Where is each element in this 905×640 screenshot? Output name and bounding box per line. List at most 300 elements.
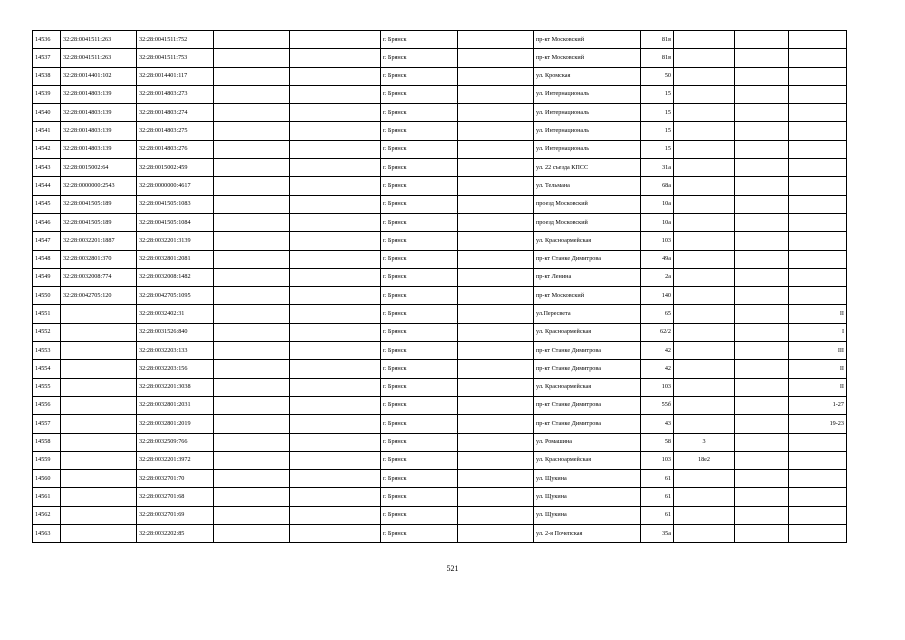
city-cell: г. Брянск: [381, 287, 458, 305]
premises-cell: [789, 213, 847, 231]
table-row: [33, 213, 847, 231]
street-cell: пр-кт Московский: [534, 49, 641, 67]
record-number-cell: 14561: [33, 488, 61, 506]
empty-cell: [735, 488, 789, 506]
table-row: [33, 85, 847, 103]
cadastral-number-cell: 32:28:0014401:117: [137, 67, 214, 85]
street-cell: ул. Кромская: [534, 67, 641, 85]
street-cell: проезд Московский: [534, 213, 641, 231]
empty-cell: [735, 213, 789, 231]
empty-cell: [214, 451, 290, 469]
empty-cell: [458, 195, 534, 213]
table-row: [33, 268, 847, 286]
empty-cell: [214, 415, 290, 433]
record-number-cell: 14539: [33, 85, 61, 103]
table-row: [33, 305, 847, 323]
empty-cell: [214, 396, 290, 414]
parent-cadastral-number-cell: 32:28:0042705:120: [61, 287, 137, 305]
empty-cell: [458, 104, 534, 122]
empty-cell: [290, 396, 381, 414]
parent-cadastral-number-cell: 32:28:0041511:263: [61, 31, 137, 49]
street-cell: пр-кт Станке Димитрова: [534, 360, 641, 378]
empty-cell: [458, 323, 534, 341]
city-cell: г. Брянск: [381, 122, 458, 140]
empty-cell: [458, 488, 534, 506]
parent-cadastral-number-cell: [61, 378, 137, 396]
empty-cell: [458, 140, 534, 158]
parent-cadastral-number-cell: [61, 360, 137, 378]
parent-cadastral-number-cell: 32:28:0014803:139: [61, 85, 137, 103]
city-cell: г. Брянск: [381, 305, 458, 323]
empty-cell: [290, 342, 381, 360]
cadastral-number-cell: 32:28:0015002:459: [137, 159, 214, 177]
cadastral-number-cell: 32:28:0014803:275: [137, 122, 214, 140]
empty-cell: [735, 433, 789, 451]
empty-cell: [214, 360, 290, 378]
premises-cell: I: [789, 323, 847, 341]
cadastral-number-cell: 32:28:0041505:1083: [137, 195, 214, 213]
empty-cell: [735, 104, 789, 122]
premises-cell: [789, 433, 847, 451]
table-row: [33, 415, 847, 433]
city-cell: г. Брянск: [381, 415, 458, 433]
street-cell: ул. 22 съезда КПСС: [534, 159, 641, 177]
table-row: [33, 104, 847, 122]
street-cell: ул. Интернациональ: [534, 104, 641, 122]
empty-cell: [214, 195, 290, 213]
building-cell: 18е2: [674, 451, 735, 469]
premises-cell: [789, 287, 847, 305]
empty-cell: [290, 67, 381, 85]
parent-cadastral-number-cell: 32:28:0014803:139: [61, 122, 137, 140]
table-row: [33, 323, 847, 341]
empty-cell: [290, 213, 381, 231]
cadastral-number-cell: 32:28:0014803:273: [137, 85, 214, 103]
empty-cell: [735, 195, 789, 213]
empty-cell: [290, 85, 381, 103]
record-number-cell: 14563: [33, 525, 61, 543]
premises-cell: II: [789, 378, 847, 396]
empty-cell: [735, 506, 789, 524]
premises-cell: [789, 250, 847, 268]
parent-cadastral-number-cell: [61, 305, 137, 323]
record-number-cell: 14560: [33, 470, 61, 488]
house-number-cell: 65: [641, 305, 674, 323]
city-cell: г. Брянск: [381, 396, 458, 414]
cadastral-number-cell: 32:28:0032402:31: [137, 305, 214, 323]
empty-cell: [214, 433, 290, 451]
house-number-cell: 35а: [641, 525, 674, 543]
street-cell: пр-кт Ленина: [534, 268, 641, 286]
empty-cell: [735, 31, 789, 49]
empty-cell: [214, 31, 290, 49]
empty-cell: [458, 342, 534, 360]
premises-cell: 19-23: [789, 415, 847, 433]
cadastral-number-cell: 32:28:0032701:70: [137, 470, 214, 488]
city-cell: г. Брянск: [381, 85, 458, 103]
empty-cell: [735, 305, 789, 323]
empty-cell: [735, 232, 789, 250]
parent-cadastral-number-cell: [61, 525, 137, 543]
building-cell: [674, 287, 735, 305]
empty-cell: [458, 415, 534, 433]
house-number-cell: 2а: [641, 268, 674, 286]
table-row: [33, 49, 847, 67]
parent-cadastral-number-cell: [61, 396, 137, 414]
house-number-cell: 62/2: [641, 323, 674, 341]
empty-cell: [735, 177, 789, 195]
empty-cell: [735, 360, 789, 378]
parent-cadastral-number-cell: 32:28:0032008:774: [61, 268, 137, 286]
cadastral-number-cell: 32:28:0032203:133: [137, 342, 214, 360]
cadastral-number-cell: 32:28:0014803:274: [137, 104, 214, 122]
empty-cell: [214, 470, 290, 488]
street-cell: ул.Пересвета: [534, 305, 641, 323]
record-number-cell: 14554: [33, 360, 61, 378]
empty-cell: [290, 287, 381, 305]
empty-cell: [735, 122, 789, 140]
table-row: [33, 287, 847, 305]
table-row: [33, 122, 847, 140]
building-cell: [674, 305, 735, 323]
parent-cadastral-number-cell: 32:28:0041505:189: [61, 195, 137, 213]
street-cell: пр-кт Московский: [534, 287, 641, 305]
parent-cadastral-number-cell: [61, 488, 137, 506]
parent-cadastral-number-cell: [61, 433, 137, 451]
premises-cell: III: [789, 342, 847, 360]
premises-cell: II: [789, 360, 847, 378]
table-row: [33, 470, 847, 488]
record-number-cell: 14549: [33, 268, 61, 286]
empty-cell: [214, 67, 290, 85]
table-row: [33, 232, 847, 250]
empty-cell: [290, 31, 381, 49]
building-cell: [674, 31, 735, 49]
street-cell: ул. Интернациональ: [534, 122, 641, 140]
cadastral-number-cell: 32:28:0032201:3139: [137, 232, 214, 250]
cadastral-number-cell: 32:28:0032701:68: [137, 488, 214, 506]
house-number-cell: 15: [641, 104, 674, 122]
record-number-cell: 14559: [33, 451, 61, 469]
parent-cadastral-number-cell: 32:28:0014803:139: [61, 104, 137, 122]
street-cell: пр-кт Станке Димитрова: [534, 415, 641, 433]
empty-cell: [214, 122, 290, 140]
table-row: [33, 396, 847, 414]
empty-cell: [458, 67, 534, 85]
premises-cell: [789, 140, 847, 158]
empty-cell: [735, 250, 789, 268]
empty-cell: [290, 323, 381, 341]
record-number-cell: 14557: [33, 415, 61, 433]
record-number-cell: 14537: [33, 49, 61, 67]
empty-cell: [735, 85, 789, 103]
house-number-cell: 58: [641, 433, 674, 451]
house-number-cell: 81в: [641, 49, 674, 67]
table-row: [33, 31, 847, 49]
empty-cell: [290, 122, 381, 140]
empty-cell: [458, 122, 534, 140]
premises-cell: 1-27: [789, 396, 847, 414]
building-cell: [674, 396, 735, 414]
premises-cell: [789, 177, 847, 195]
empty-cell: [458, 287, 534, 305]
empty-cell: [735, 470, 789, 488]
empty-cell: [735, 287, 789, 305]
empty-cell: [735, 451, 789, 469]
table-row: [33, 525, 847, 543]
city-cell: г. Брянск: [381, 378, 458, 396]
table-row: [33, 451, 847, 469]
street-cell: ул. Интернациональ: [534, 140, 641, 158]
empty-cell: [290, 49, 381, 67]
cadastral-number-cell: 32:28:0032509:766: [137, 433, 214, 451]
cadastral-number-cell: 32:28:0041511:753: [137, 49, 214, 67]
record-number-cell: 14553: [33, 342, 61, 360]
cadastral-number-cell: 32:28:0042705:1095: [137, 287, 214, 305]
parent-cadastral-number-cell: [61, 470, 137, 488]
street-cell: ул. Интернациональ: [534, 85, 641, 103]
empty-cell: [458, 506, 534, 524]
premises-cell: [789, 31, 847, 49]
city-cell: г. Брянск: [381, 140, 458, 158]
house-number-cell: 43: [641, 415, 674, 433]
empty-cell: [290, 451, 381, 469]
house-number-cell: 50: [641, 67, 674, 85]
empty-cell: [214, 177, 290, 195]
street-cell: пр-кт Московский: [534, 31, 641, 49]
cadastral-number-cell: 32:28:0032801:2081: [137, 250, 214, 268]
empty-cell: [214, 488, 290, 506]
record-number-cell: 14556: [33, 396, 61, 414]
house-number-cell: 103: [641, 378, 674, 396]
empty-cell: [290, 506, 381, 524]
city-cell: г. Брянск: [381, 232, 458, 250]
building-cell: [674, 159, 735, 177]
record-number-cell: 14550: [33, 287, 61, 305]
premises-cell: [789, 195, 847, 213]
empty-cell: [458, 49, 534, 67]
record-number-cell: 14551: [33, 305, 61, 323]
premises-cell: [789, 488, 847, 506]
empty-cell: [214, 232, 290, 250]
empty-cell: [214, 250, 290, 268]
city-cell: г. Брянск: [381, 525, 458, 543]
premises-cell: [789, 470, 847, 488]
parent-cadastral-number-cell: 32:28:0000000:2543: [61, 177, 137, 195]
premises-cell: [789, 67, 847, 85]
premises-cell: [789, 506, 847, 524]
empty-cell: [735, 415, 789, 433]
house-number-cell: 61: [641, 488, 674, 506]
table-row: [33, 506, 847, 524]
building-cell: [674, 342, 735, 360]
house-number-cell: 103: [641, 451, 674, 469]
building-cell: [674, 415, 735, 433]
house-number-cell: 42: [641, 360, 674, 378]
record-number-cell: 14544: [33, 177, 61, 195]
house-number-cell: 10а: [641, 195, 674, 213]
empty-cell: [735, 159, 789, 177]
city-cell: г. Брянск: [381, 506, 458, 524]
building-cell: [674, 122, 735, 140]
house-number-cell: 68а: [641, 177, 674, 195]
empty-cell: [290, 250, 381, 268]
building-cell: [674, 506, 735, 524]
building-cell: [674, 488, 735, 506]
record-number-cell: 14540: [33, 104, 61, 122]
street-cell: ул. Щукина: [534, 470, 641, 488]
city-cell: г. Брянск: [381, 250, 458, 268]
empty-cell: [290, 159, 381, 177]
street-cell: ул. Ромашина: [534, 433, 641, 451]
parent-cadastral-number-cell: 32:28:0041511:263: [61, 49, 137, 67]
city-cell: г. Брянск: [381, 268, 458, 286]
building-cell: [674, 104, 735, 122]
empty-cell: [735, 525, 789, 543]
city-cell: г. Брянск: [381, 104, 458, 122]
house-number-cell: 10а: [641, 213, 674, 231]
city-cell: г. Брянск: [381, 195, 458, 213]
street-cell: ул. Щукина: [534, 488, 641, 506]
empty-cell: [735, 67, 789, 85]
premises-cell: [789, 104, 847, 122]
city-cell: г. Брянск: [381, 31, 458, 49]
empty-cell: [735, 140, 789, 158]
empty-cell: [290, 195, 381, 213]
empty-cell: [214, 323, 290, 341]
empty-cell: [458, 470, 534, 488]
premises-cell: II: [789, 305, 847, 323]
empty-cell: [214, 85, 290, 103]
empty-cell: [290, 433, 381, 451]
empty-cell: [290, 305, 381, 323]
record-number-cell: 14543: [33, 159, 61, 177]
page-number: 521: [446, 564, 459, 573]
street-cell: ул. Красноармейская: [534, 232, 641, 250]
building-cell: [674, 268, 735, 286]
record-number-cell: 14541: [33, 122, 61, 140]
city-cell: г. Брянск: [381, 177, 458, 195]
table-body: [33, 31, 847, 543]
premises-cell: [789, 85, 847, 103]
record-number-cell: 14555: [33, 378, 61, 396]
house-number-cell: 81в: [641, 31, 674, 49]
city-cell: г. Брянск: [381, 323, 458, 341]
table-row: [33, 488, 847, 506]
empty-cell: [214, 342, 290, 360]
city-cell: г. Брянск: [381, 488, 458, 506]
street-cell: пр-кт Станке Димитрова: [534, 250, 641, 268]
empty-cell: [214, 140, 290, 158]
record-number-cell: 14558: [33, 433, 61, 451]
premises-cell: [789, 451, 847, 469]
empty-cell: [458, 31, 534, 49]
city-cell: г. Брянск: [381, 342, 458, 360]
empty-cell: [290, 360, 381, 378]
empty-cell: [458, 360, 534, 378]
empty-cell: [458, 433, 534, 451]
empty-cell: [290, 488, 381, 506]
record-number-cell: 14545: [33, 195, 61, 213]
house-number-cell: 55б: [641, 396, 674, 414]
cadastral-number-cell: 32:28:0000000:4617: [137, 177, 214, 195]
table-row: [33, 177, 847, 195]
building-cell: [674, 360, 735, 378]
cadastral-number-cell: 32:28:0032801:2019: [137, 415, 214, 433]
empty-cell: [214, 506, 290, 524]
street-cell: пр-кт Станке Димитрова: [534, 396, 641, 414]
record-number-cell: 14562: [33, 506, 61, 524]
empty-cell: [458, 305, 534, 323]
empty-cell: [458, 268, 534, 286]
house-number-cell: 15: [641, 140, 674, 158]
empty-cell: [290, 177, 381, 195]
empty-cell: [735, 49, 789, 67]
table-row: [33, 360, 847, 378]
cadastral-number-cell: 32:28:0032203:156: [137, 360, 214, 378]
empty-cell: [290, 525, 381, 543]
empty-cell: [214, 268, 290, 286]
empty-cell: [458, 85, 534, 103]
street-cell: ул. Красноармейская: [534, 323, 641, 341]
city-cell: г. Брянск: [381, 213, 458, 231]
empty-cell: [290, 268, 381, 286]
house-number-cell: 61: [641, 470, 674, 488]
building-cell: [674, 250, 735, 268]
table-row: [33, 195, 847, 213]
empty-cell: [214, 525, 290, 543]
premises-cell: [789, 159, 847, 177]
parent-cadastral-number-cell: [61, 451, 137, 469]
cadastral-number-cell: 32:28:0032701:69: [137, 506, 214, 524]
parent-cadastral-number-cell: [61, 342, 137, 360]
street-cell: проезд Московский: [534, 195, 641, 213]
house-number-cell: 103: [641, 232, 674, 250]
record-number-cell: 14538: [33, 67, 61, 85]
empty-cell: [290, 470, 381, 488]
parent-cadastral-number-cell: [61, 415, 137, 433]
building-cell: [674, 213, 735, 231]
record-number-cell: 14542: [33, 140, 61, 158]
record-number-cell: 14547: [33, 232, 61, 250]
street-cell: пр-кт Станке Димитрова: [534, 342, 641, 360]
cadastral-number-cell: 32:28:0032801:2031: [137, 396, 214, 414]
empty-cell: [214, 104, 290, 122]
record-number-cell: 14548: [33, 250, 61, 268]
premises-cell: [789, 122, 847, 140]
record-number-cell: 14536: [33, 31, 61, 49]
record-number-cell: 14552: [33, 323, 61, 341]
building-cell: [674, 67, 735, 85]
premises-cell: [789, 232, 847, 250]
street-cell: ул. Щукина: [534, 506, 641, 524]
parent-cadastral-number-cell: 32:28:0014401:102: [61, 67, 137, 85]
house-number-cell: 15: [641, 85, 674, 103]
building-cell: [674, 85, 735, 103]
empty-cell: [458, 451, 534, 469]
parent-cadastral-number-cell: 32:28:0041505:189: [61, 213, 137, 231]
city-cell: г. Брянск: [381, 360, 458, 378]
empty-cell: [214, 378, 290, 396]
building-cell: [674, 232, 735, 250]
premises-cell: [789, 268, 847, 286]
building-cell: [674, 195, 735, 213]
empty-cell: [458, 396, 534, 414]
premises-cell: [789, 525, 847, 543]
building-cell: [674, 525, 735, 543]
register-table: [32, 30, 847, 543]
city-cell: г. Брянск: [381, 470, 458, 488]
